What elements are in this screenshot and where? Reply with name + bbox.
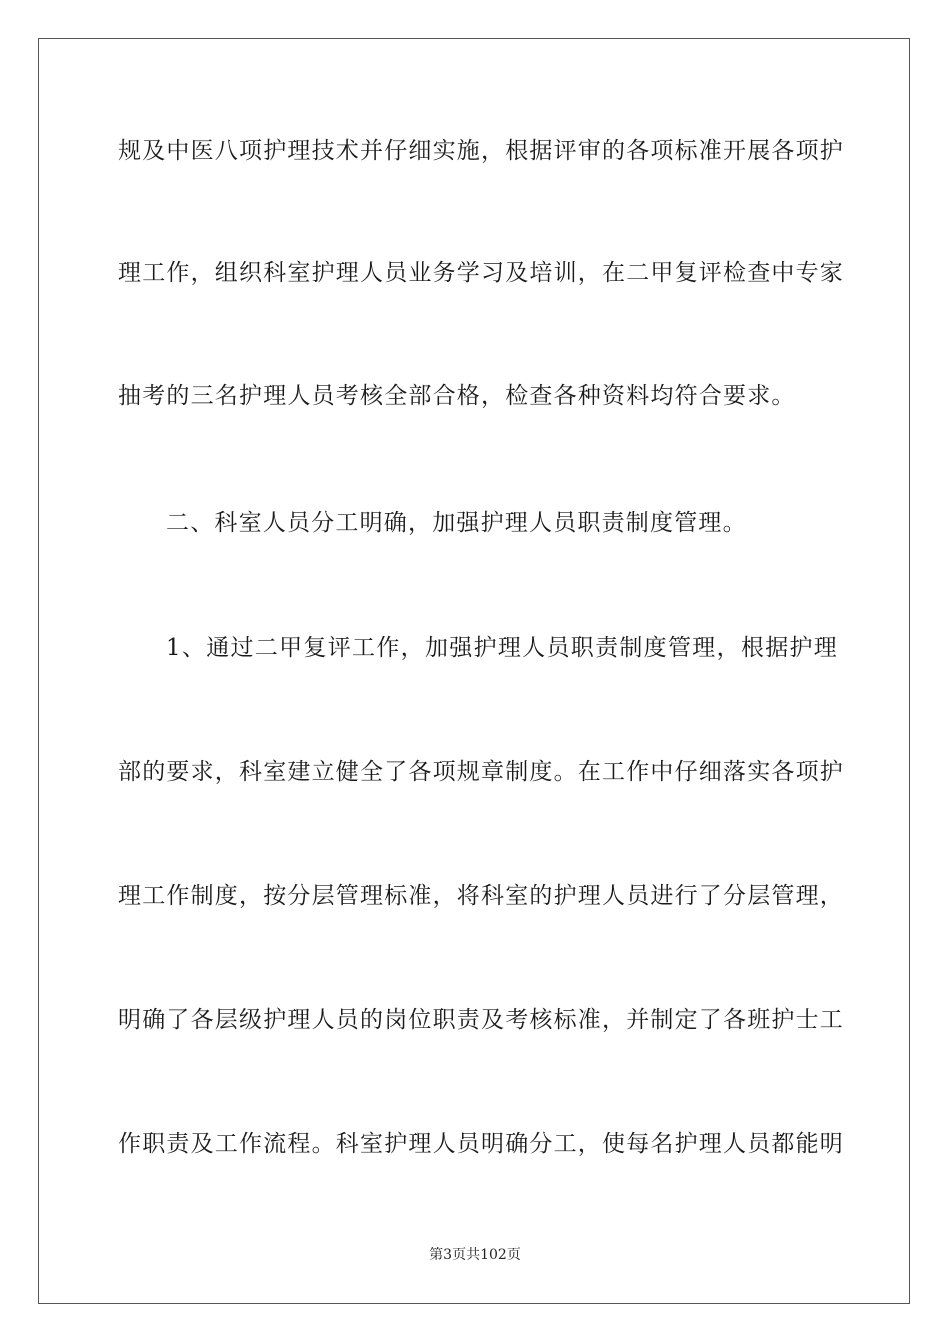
paragraph-line: 1、通过二甲复评工作，加强护理人员职责制度管理，根据护理 (166, 635, 838, 661)
total-pages: 共102页 (466, 1247, 521, 1263)
page-number: 第3页 (429, 1247, 467, 1263)
paragraph-line: 作职责及工作流程。科室护理人员明确分工，使每名护理人员都能明 (118, 1131, 844, 1157)
paragraph-line: 规及中医八项护理技术并仔细实施，根据评审的各项标准开展各项护 (118, 138, 844, 164)
paragraph-line: 理工作，组织科室护理人员业务学习及培训，在二甲复评检查中专家 (118, 260, 844, 286)
page-border (38, 38, 910, 1304)
paragraph-line: 抽考的三名护理人员考核全部合格，检查各种资料均符合要求。 (118, 383, 796, 409)
paragraph-line: 明确了各层级护理人员的岗位职责及考核标准，并制定了各班护士工 (118, 1007, 844, 1033)
section-heading: 二、科室人员分工明确，加强护理人员职责制度管理。 (166, 510, 747, 536)
page-footer (0, 1246, 950, 1264)
paragraph-line: 部的要求，科室建立健全了各项规章制度。在工作中仔细落实各项护 (118, 759, 844, 785)
paragraph-line: 理工作制度，按分层管理标准，将科室的护理人员进行了分层管理， (118, 883, 844, 909)
